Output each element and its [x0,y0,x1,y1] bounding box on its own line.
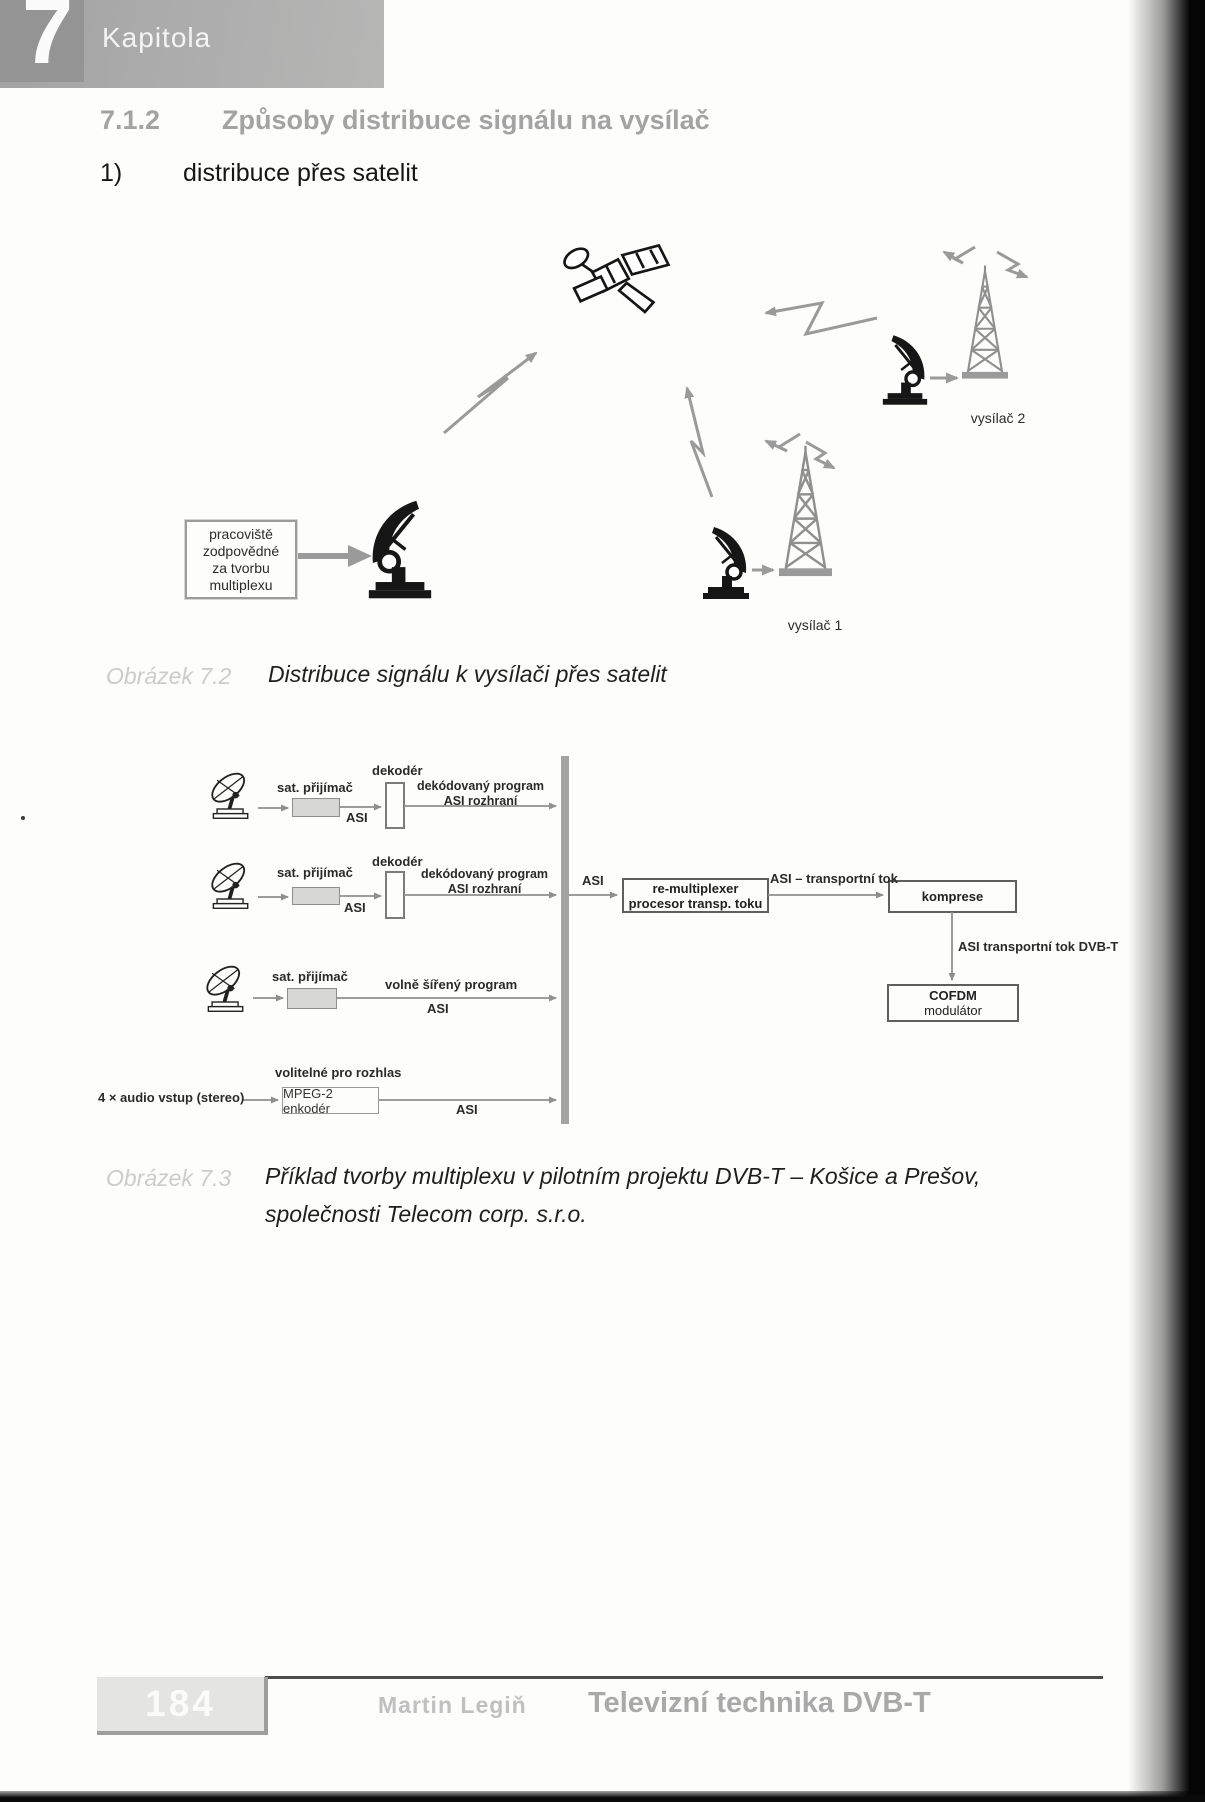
row2-sat-receiver-label: sat. přijímač [277,865,353,880]
row1-decoder-box [385,782,405,829]
transmitter1-tower-icon [779,446,832,576]
page-number-box [97,1677,268,1735]
transmitter2-tower-icon [962,266,1008,379]
figure72-caption-text: Distribuce signálu k vysílači přes satelit [268,661,667,687]
row2-decoder-label: dekodér [372,854,423,869]
figure73-caption-line1: Příklad tvorby multiplexu v pilotním projektu DVB-T – Košice a Prešov, [265,1163,981,1189]
row1-decoded-line2: ASI rozhraní [443,794,518,808]
receive-dish2-icon [883,335,927,404]
downlink1-zigzag-arrow [687,388,712,497]
page-edge-shadow-bottom [0,1791,1205,1802]
asi-dvbt-label: ASI transportní tok DVB-T [958,939,1119,954]
cofdm-line1: COFDM [929,988,977,1003]
bus-asi-label: ASI [582,873,604,888]
uplink-dish-icon [369,501,431,599]
section-title: Způsoby distribuce signálu na vysílač [222,105,710,135]
broadcast1-left-zigzag [766,434,800,451]
row3-sat-receiver-label: sat. přijímač [272,969,348,984]
list-item-number: 1) [100,159,123,187]
receive-dish1-icon [703,527,749,599]
chapter-number: 7 [22,0,74,83]
remux-line2: procesor transp. toku [628,895,763,911]
row2-decoded-line1: dekódovaný program [420,867,549,881]
page-edge-shadow-right [1128,0,1205,1802]
row1-sat-receiver-box [292,798,340,817]
mpeg-encoder-box [282,1087,379,1114]
row2-decoded-label [412,867,557,897]
cofdm-modulator-box [887,984,1019,1022]
figure73-caption-label: Obrázek 7.3 [106,1165,232,1191]
chapter-label: Kapitola [102,22,212,53]
satellite-icon [561,245,668,312]
row3-asi-label: ASI [427,1001,449,1016]
broadcast2-left-zigzag [944,247,975,263]
list-item-text: distribuce přes satelit [183,159,418,187]
scan-speck [21,816,25,820]
optional-radio-label: volitelné pro rozhlas [275,1065,402,1080]
cofdm-line2: modulátor [924,1003,982,1018]
footer-book-title: Televizní technika DVB-T [588,1687,931,1719]
broadcast2-right-zigzag [997,252,1027,277]
footer-author: Martin Legiň [378,1692,527,1718]
footer-rule [265,1676,1103,1679]
transmitter2-label: vysílač 2 [970,410,1026,426]
row1-dish-icon [207,768,249,818]
box-to-uplink-arrowhead [348,545,372,567]
mux-bus-bar [561,756,569,1124]
mpeg-encoder-label: MPEG-2 enkodér [283,1085,333,1116]
transmitter1-label: vysílač 1 [787,617,843,633]
broadcast1-right-zigzag [806,442,834,468]
source-box-line2: zodpovědné [202,542,280,559]
free-program-label: volně šířený program [385,977,518,992]
downlink2-zigzag-arrow [766,303,877,334]
row1-decoded-line1: dekódovaný program [416,779,545,793]
row2-decoder-box [385,871,405,919]
row2-dish-icon [207,858,249,908]
remux-line1: re-multiplexer [652,880,739,896]
source-box-line4: multiplexu [209,576,273,593]
page-number: 184 [145,1683,216,1724]
row1-asi-label: ASI [346,810,368,825]
row1-decoded-label [408,779,553,809]
compression-box [888,880,1017,913]
row4-asi-label: ASI [456,1102,478,1117]
asi-transport-label: ASI – transportní tok [770,871,898,886]
chapter-banner [0,0,384,88]
row2-asi-label: ASI [344,900,366,915]
compression-label: komprese [921,889,984,904]
row3-sat-receiver-box [287,988,337,1009]
multiplex-source-box [185,520,297,599]
section-number: 7.1.2 [100,105,161,135]
uplink-zigzag-arrow [444,353,536,433]
figure72-caption-label: Obrázek 7.2 [106,663,232,689]
remultiplexer-box [622,878,769,913]
figure73-caption-line2: společnosti Telecom corp. s.r.o. [265,1201,587,1227]
source-box-line3: za tvorbu [212,559,270,576]
row1-sat-receiver-label: sat. přijímač [277,780,353,795]
row3-dish-icon [202,961,244,1011]
row2-decoded-line2: ASI rozhraní [447,882,522,896]
row2-sat-receiver-box [292,887,340,905]
row1-decoder-label: dekodér [372,763,423,778]
source-box-line1: pracoviště [209,525,273,542]
audio-input-label: 4 × audio vstup (stereo) [98,1090,245,1105]
